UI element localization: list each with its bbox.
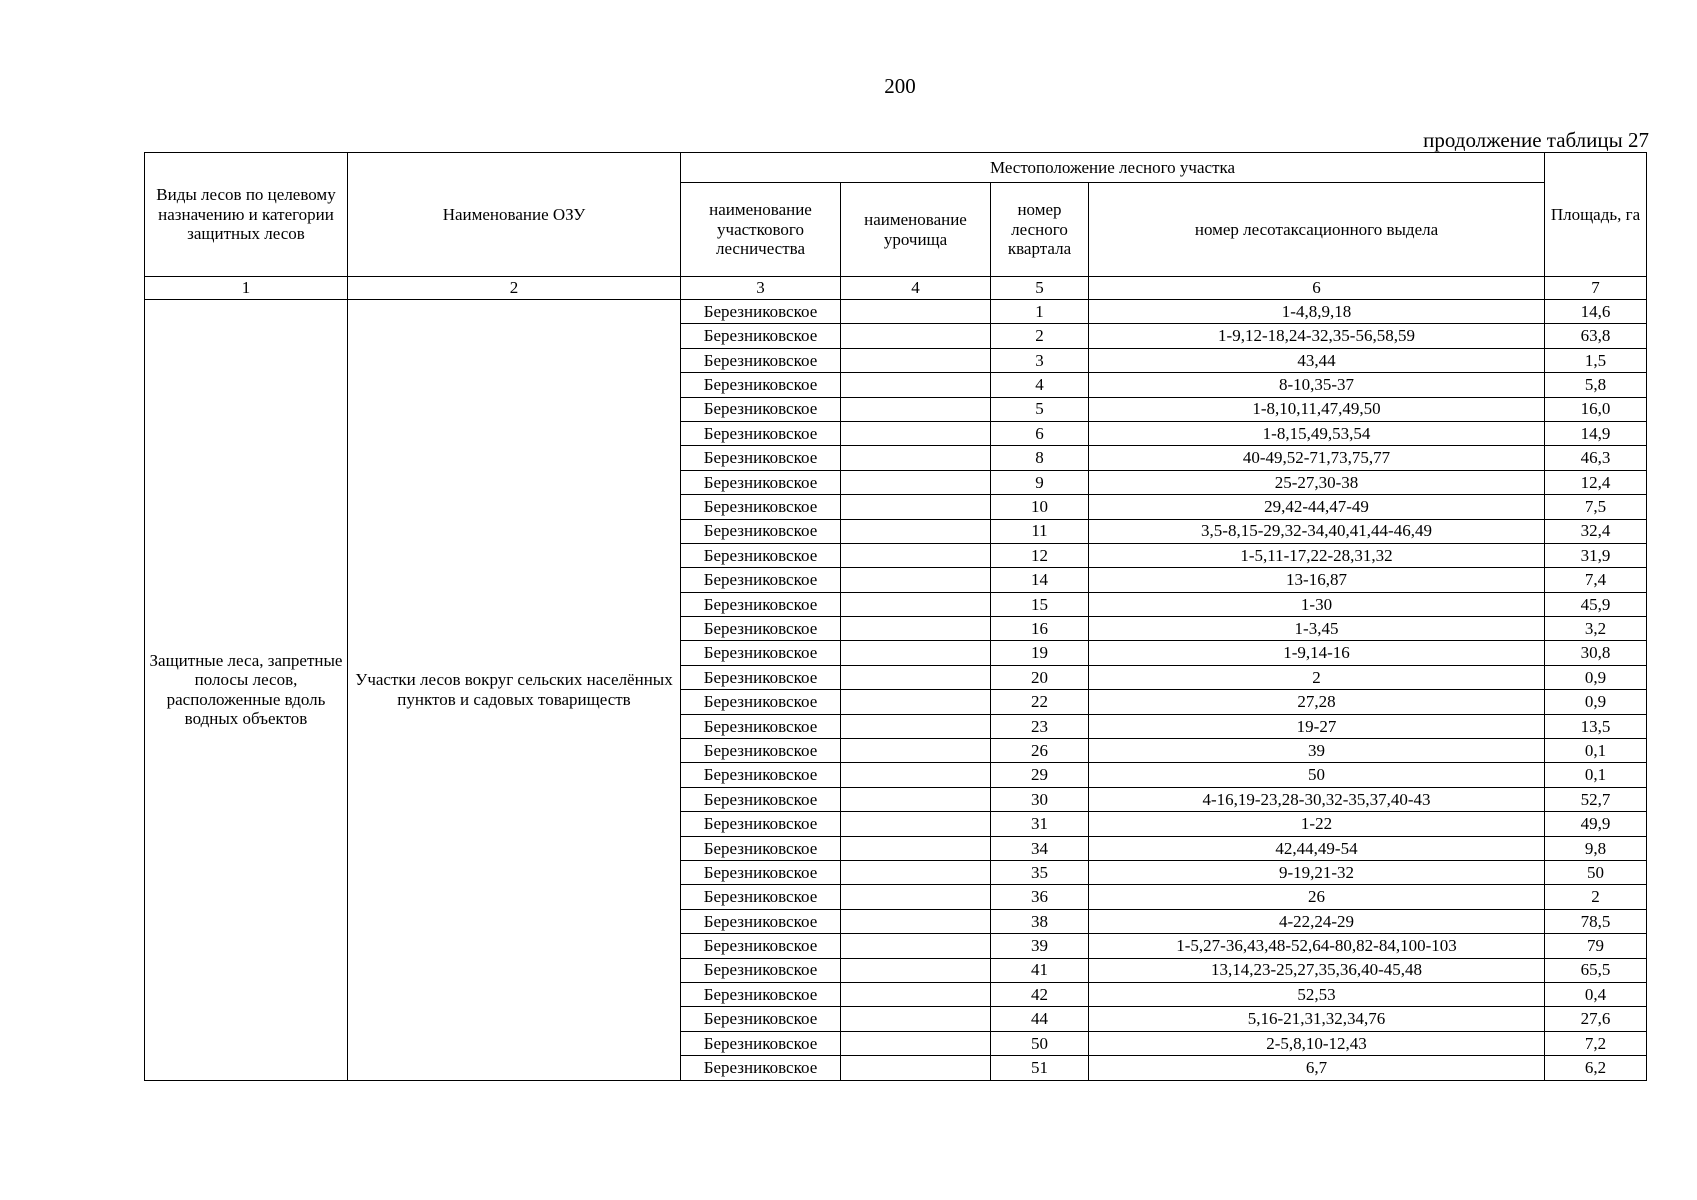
- area-cell: 12,4: [1545, 470, 1647, 494]
- area-cell: 6,2: [1545, 1056, 1647, 1080]
- area-cell: 79: [1545, 934, 1647, 958]
- plots-cell: 2: [1089, 665, 1545, 689]
- header-area: Площадь, га: [1545, 153, 1647, 277]
- forestry-cell: Березниковское: [681, 836, 841, 860]
- forestry-cell: Березниковское: [681, 690, 841, 714]
- tract-cell: [841, 1007, 991, 1031]
- forestry-cell: Березниковское: [681, 982, 841, 1006]
- plots-cell: 43,44: [1089, 348, 1545, 372]
- plots-cell: 3,5-8,15-29,32-34,40,41,44-46,49: [1089, 519, 1545, 543]
- tract-cell: [841, 543, 991, 567]
- quarter-cell: 20: [991, 665, 1089, 689]
- column-number: 3: [681, 277, 841, 300]
- header-quarter: номер лесного квартала: [991, 183, 1089, 277]
- area-cell: 2: [1545, 885, 1647, 909]
- quarter-cell: 15: [991, 592, 1089, 616]
- forestry-cell: Березниковское: [681, 495, 841, 519]
- tract-cell: [841, 470, 991, 494]
- quarter-cell: 10: [991, 495, 1089, 519]
- forestry-cell: Березниковское: [681, 300, 841, 324]
- column-number: 2: [348, 277, 681, 300]
- area-cell: 7,5: [1545, 495, 1647, 519]
- tract-cell: [841, 958, 991, 982]
- forestry-cell: Березниковское: [681, 860, 841, 884]
- tract-cell: [841, 519, 991, 543]
- quarter-cell: 38: [991, 909, 1089, 933]
- header-forest-type: Виды лесов по целевому назначению и категории защитных лесов: [145, 153, 348, 277]
- quarter-cell: 29: [991, 763, 1089, 787]
- plots-cell: 1-9,14-16: [1089, 641, 1545, 665]
- tract-cell: [841, 885, 991, 909]
- area-cell: 49,9: [1545, 812, 1647, 836]
- plots-cell: 4-16,19-23,28-30,32-35,37,40-43: [1089, 787, 1545, 811]
- tract-cell: [841, 300, 991, 324]
- area-cell: 16,0: [1545, 397, 1647, 421]
- tract-cell: [841, 641, 991, 665]
- plots-cell: 5,16-21,31,32,34,76: [1089, 1007, 1545, 1031]
- forestry-cell: Березниковское: [681, 1007, 841, 1031]
- tract-cell: [841, 763, 991, 787]
- plots-cell: 6,7: [1089, 1056, 1545, 1080]
- quarter-cell: 14: [991, 568, 1089, 592]
- area-cell: 14,6: [1545, 300, 1647, 324]
- quarter-cell: 8: [991, 446, 1089, 470]
- tract-cell: [841, 665, 991, 689]
- quarter-cell: 36: [991, 885, 1089, 909]
- quarter-cell: 3: [991, 348, 1089, 372]
- table-row: [145, 300, 1647, 324]
- plots-cell: 26: [1089, 885, 1545, 909]
- quarter-cell: 19: [991, 641, 1089, 665]
- plots-cell: 42,44,49-54: [1089, 836, 1545, 860]
- plots-cell: 19-27: [1089, 714, 1545, 738]
- plots-cell: 25-27,30-38: [1089, 470, 1545, 494]
- page-number: 200: [884, 74, 916, 98]
- area-cell: 9,8: [1545, 836, 1647, 860]
- quarter-cell: 5: [991, 397, 1089, 421]
- forestry-cell: Березниковское: [681, 519, 841, 543]
- area-cell: 52,7: [1545, 787, 1647, 811]
- area-cell: 30,8: [1545, 641, 1647, 665]
- area-cell: 7,2: [1545, 1031, 1647, 1055]
- plots-cell: 1-9,12-18,24-32,35-56,58,59: [1089, 324, 1545, 348]
- header-ozu-name: Наименование ОЗУ: [348, 153, 681, 277]
- area-cell: 65,5: [1545, 958, 1647, 982]
- forest-type-cell: Защитные леса, запретные полосы лесов, расположенные вдоль водных объектов: [145, 300, 348, 1081]
- area-cell: 0,1: [1545, 739, 1647, 763]
- quarter-cell: 35: [991, 860, 1089, 884]
- quarter-cell: 50: [991, 1031, 1089, 1055]
- forestry-cell: Березниковское: [681, 592, 841, 616]
- forestry-cell: Березниковское: [681, 739, 841, 763]
- tract-cell: [841, 787, 991, 811]
- header-tract: наименование урочища: [841, 183, 991, 277]
- area-cell: 50: [1545, 860, 1647, 884]
- forestry-cell: Березниковское: [681, 665, 841, 689]
- header-plots: номер лесотаксационного выдела: [1089, 183, 1545, 277]
- tract-cell: [841, 934, 991, 958]
- area-cell: 31,9: [1545, 543, 1647, 567]
- column-number: 1: [145, 277, 348, 300]
- forest-plots-table: [144, 152, 1647, 1081]
- forestry-cell: Березниковское: [681, 885, 841, 909]
- quarter-cell: 23: [991, 714, 1089, 738]
- forestry-cell: Березниковское: [681, 446, 841, 470]
- plots-cell: 1-8,10,11,47,49,50: [1089, 397, 1545, 421]
- quarter-cell: 1: [991, 300, 1089, 324]
- plots-cell: 13,14,23-25,27,35,36,40-45,48: [1089, 958, 1545, 982]
- tract-cell: [841, 495, 991, 519]
- tract-cell: [841, 348, 991, 372]
- forestry-cell: Березниковское: [681, 470, 841, 494]
- tract-cell: [841, 836, 991, 860]
- quarter-cell: 26: [991, 739, 1089, 763]
- plots-cell: 39: [1089, 739, 1545, 763]
- tract-cell: [841, 714, 991, 738]
- forestry-cell: Березниковское: [681, 787, 841, 811]
- area-cell: 3,2: [1545, 617, 1647, 641]
- tract-cell: [841, 397, 991, 421]
- quarter-cell: 9: [991, 470, 1089, 494]
- plots-cell: 1-30: [1089, 592, 1545, 616]
- area-cell: 0,9: [1545, 665, 1647, 689]
- forestry-cell: Березниковское: [681, 568, 841, 592]
- area-cell: 0,9: [1545, 690, 1647, 714]
- area-cell: 78,5: [1545, 909, 1647, 933]
- plots-cell: 29,42-44,47-49: [1089, 495, 1545, 519]
- forestry-cell: Березниковское: [681, 617, 841, 641]
- area-cell: 27,6: [1545, 1007, 1647, 1031]
- plots-cell: 1-3,45: [1089, 617, 1545, 641]
- area-cell: 0,4: [1545, 982, 1647, 1006]
- quarter-cell: 51: [991, 1056, 1089, 1080]
- plots-cell: 1-22: [1089, 812, 1545, 836]
- quarter-cell: 22: [991, 690, 1089, 714]
- forestry-cell: Березниковское: [681, 714, 841, 738]
- tract-cell: [841, 812, 991, 836]
- forestry-cell: Березниковское: [681, 348, 841, 372]
- forestry-cell: Березниковское: [681, 324, 841, 348]
- quarter-cell: 6: [991, 421, 1089, 445]
- column-number: 6: [1089, 277, 1545, 300]
- ozu-name-cell: Участки лесов вокруг сельских населённых пунктов и садовых товариществ: [348, 300, 681, 1081]
- quarter-cell: 41: [991, 958, 1089, 982]
- forestry-cell: Березниковское: [681, 421, 841, 445]
- plots-cell: 50: [1089, 763, 1545, 787]
- tract-cell: [841, 909, 991, 933]
- area-cell: 45,9: [1545, 592, 1647, 616]
- plots-cell: 40-49,52-71,73,75,77: [1089, 446, 1545, 470]
- forestry-cell: Березниковское: [681, 641, 841, 665]
- forestry-cell: Березниковское: [681, 373, 841, 397]
- quarter-cell: 34: [991, 836, 1089, 860]
- forestry-cell: Березниковское: [681, 909, 841, 933]
- header-forestry: наименование участкового лесничества: [681, 183, 841, 277]
- tract-cell: [841, 568, 991, 592]
- quarter-cell: 16: [991, 617, 1089, 641]
- column-number: 7: [1545, 277, 1647, 300]
- area-cell: 63,8: [1545, 324, 1647, 348]
- area-cell: 5,8: [1545, 373, 1647, 397]
- area-cell: 7,4: [1545, 568, 1647, 592]
- plots-cell: 1-5,27-36,43,48-52,64-80,82-84,100-103: [1089, 934, 1545, 958]
- plots-cell: 13-16,87: [1089, 568, 1545, 592]
- quarter-cell: 31: [991, 812, 1089, 836]
- area-cell: 46,3: [1545, 446, 1647, 470]
- column-number: 5: [991, 277, 1089, 300]
- tract-cell: [841, 373, 991, 397]
- tract-cell: [841, 860, 991, 884]
- forestry-cell: Березниковское: [681, 763, 841, 787]
- plots-cell: 9-19,21-32: [1089, 860, 1545, 884]
- forestry-cell: Березниковское: [681, 397, 841, 421]
- quarter-cell: 2: [991, 324, 1089, 348]
- tract-cell: [841, 982, 991, 1006]
- tract-cell: [841, 690, 991, 714]
- plots-cell: 1-8,15,49,53,54: [1089, 421, 1545, 445]
- tract-cell: [841, 592, 991, 616]
- tract-cell: [841, 739, 991, 763]
- forestry-cell: Березниковское: [681, 958, 841, 982]
- plots-cell: 1-4,8,9,18: [1089, 300, 1545, 324]
- plots-cell: 52,53: [1089, 982, 1545, 1006]
- quarter-cell: 39: [991, 934, 1089, 958]
- area-cell: 1,5: [1545, 348, 1647, 372]
- plots-cell: 1-5,11-17,22-28,31,32: [1089, 543, 1545, 567]
- quarter-cell: 11: [991, 519, 1089, 543]
- quarter-cell: 12: [991, 543, 1089, 567]
- forestry-cell: Березниковское: [681, 934, 841, 958]
- forestry-cell: Березниковское: [681, 543, 841, 567]
- tract-cell: [841, 1056, 991, 1080]
- table-continuation-label: продолжение таблицы 27: [1423, 128, 1649, 152]
- header-location-group: Местоположение лесного участка: [681, 153, 1545, 183]
- tract-cell: [841, 421, 991, 445]
- plots-cell: 8-10,35-37: [1089, 373, 1545, 397]
- quarter-cell: 44: [991, 1007, 1089, 1031]
- tract-cell: [841, 617, 991, 641]
- forestry-cell: Березниковское: [681, 812, 841, 836]
- quarter-cell: 4: [991, 373, 1089, 397]
- plots-cell: 27,28: [1089, 690, 1545, 714]
- plots-cell: 4-22,24-29: [1089, 909, 1545, 933]
- tract-cell: [841, 324, 991, 348]
- quarter-cell: 30: [991, 787, 1089, 811]
- tract-cell: [841, 1031, 991, 1055]
- area-cell: 13,5: [1545, 714, 1647, 738]
- area-cell: 14,9: [1545, 421, 1647, 445]
- column-number: 4: [841, 277, 991, 300]
- forestry-cell: Березниковское: [681, 1056, 841, 1080]
- area-cell: 0,1: [1545, 763, 1647, 787]
- area-cell: 32,4: [1545, 519, 1647, 543]
- plots-cell: 2-5,8,10-12,43: [1089, 1031, 1545, 1055]
- tract-cell: [841, 446, 991, 470]
- forestry-cell: Березниковское: [681, 1031, 841, 1055]
- quarter-cell: 42: [991, 982, 1089, 1006]
